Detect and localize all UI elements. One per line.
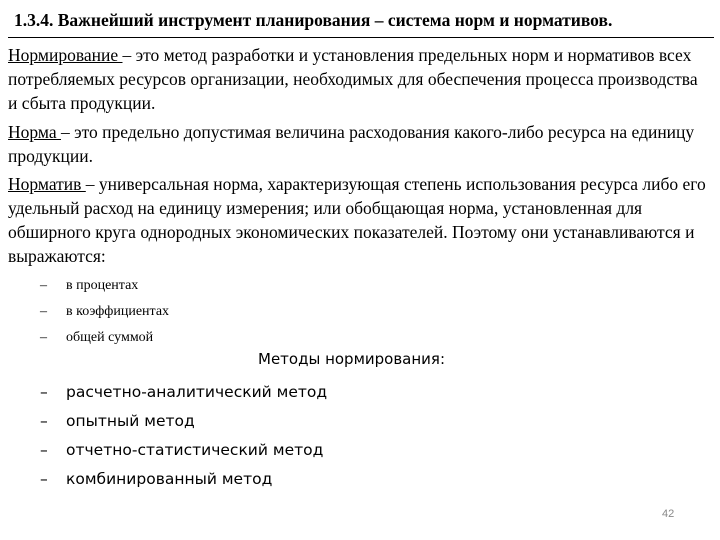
list-item [40,465,327,494]
slide-title: 1.3.4. Важнейший инструмент планирования – система норм и нормативов. [14,10,613,30]
dash-bullet: – [40,441,48,459]
methods-list [40,378,327,494]
list-item [40,407,327,436]
definition-normirovanie [8,43,708,115]
dash-bullet: – [40,278,47,293]
list-item-text: в коэффициентах [66,304,170,319]
definition-normativ [8,172,708,268]
methods-heading: Методы нормирования: [258,350,446,368]
definition-term: Нормирование [8,45,123,65]
list-item-text: расчетно-аналитический метод [66,383,328,401]
list-item [40,273,169,299]
list-item [40,378,327,407]
definition-norma [8,120,708,168]
definition-text: – это метод разработки и установления предельных норм и нормативов всех потребляемых ресурсов организации, необходимых для обеспечения процесса производства и сбыта продукции. [8,45,698,113]
list-item-text: общей суммой [66,330,154,345]
list-item [40,299,169,325]
list-item [40,325,169,351]
dash-bullet: – [40,330,47,345]
dash-bullet: – [40,412,48,430]
dash-bullet: – [40,470,48,488]
list-item [40,436,327,465]
page-number: 42 [662,508,675,520]
dash-bullet: – [40,304,47,319]
title-underline [8,37,714,38]
definition-term: Норматив [8,174,86,194]
list-item-text: в процентах [66,278,139,293]
list-item-text: отчетно-статистический метод [66,441,324,459]
list-item-text: комбинированный метод [66,470,273,488]
list-item-text: опытный метод [66,412,195,430]
definition-term: Норма [8,122,61,142]
definition-text: – универсальная норма, характеризующая степень использования ресурса либо его удельный расход на единицу измерения; или обобщающая норма, установленная для обширного круга однородных экономических показателей. Поэтому они устанавливаются и выражаются: [8,174,706,266]
definition-text: – это предельно допустимая величина расходования какого-либо ресурса на единицу продукции. [8,122,695,166]
expression-forms-list [40,273,169,351]
dash-bullet: – [40,383,48,401]
